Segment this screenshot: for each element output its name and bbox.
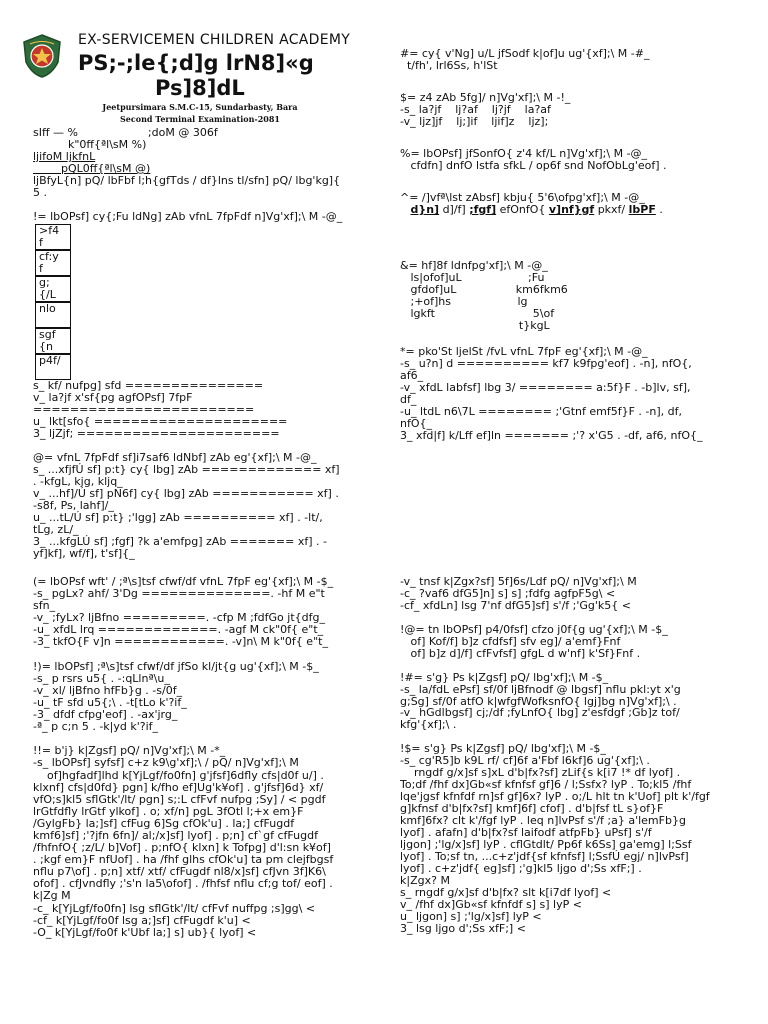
question-line: af6_	[400, 369, 424, 382]
question-line: -v_ xl/ ljBfno hfFb}g . -s/0f_	[33, 683, 183, 697]
question-line: !!= b'j} k|Zgsf] pQ/ n]Vg'xf];\ M -*_	[33, 744, 226, 758]
question-line: -O_ k[YjLgf/fo0f k'Ubf la;] s] ub}{ lyof] <	[33, 925, 257, 939]
question-line: -s_ la/fdL ePsf] sf/0f ljBfnodf @ lbgsf] nflu pkl:yt x'g	[400, 682, 681, 696]
question-line: !$= s'g} Ps k|Zgsf] pQ/ lbg'xf];\ M -$_	[400, 742, 606, 756]
spacer	[400, 172, 750, 192]
subject-line: ljifoM ljkfnL	[33, 150, 96, 163]
question-16-heading: ^= /]vfª\lst zAbsf] kbju{ 5'6\ofpg'xf];\ M -@_	[400, 191, 645, 204]
right-column-bottom	[400, 576, 750, 935]
question-line: (= lbOPsf wft' / ;ª\s]tsf cfwf/df vfnL 7fpF eg'{xf];\ M -$_	[33, 575, 334, 588]
word-option: g; {/L	[35, 276, 71, 302]
question-line: lyof] . c+z'jdf{ eg]sf] ;'g]kl5 ljgo d';Ss xfF;] .	[400, 861, 642, 875]
question-line	[33, 649, 373, 661]
exam-name: Second Terminal Examination-2081	[120, 114, 280, 124]
spacer	[400, 332, 750, 346]
question-line: -u_ xfdL lrq =============. -agf M ck"0f{ e"t_	[33, 623, 324, 637]
question-line: lyof] . To;sf tn, ...c+z'jdf{sf kfnfsf] l;SsfÚ egj/ n]lvPsf]	[400, 849, 689, 863]
question-line: -v_ ;fyLx? ljBfno =========. -cfp M ;fdfGo jt{dfg_	[33, 611, 325, 625]
plain-word: .	[655, 203, 663, 216]
question-line: -s_ la?jf lj?af lj?jf la?af	[400, 103, 551, 116]
full-marks-line: k"0ff{ªl\sM %)	[33, 138, 147, 151]
question-line: v_ ...hf]/Ú sf] pN6f] cy{ lbg] zAb =========== xf] .	[33, 487, 339, 500]
word-option: cf:y f	[35, 250, 71, 276]
question-line: -v_ xfdL labfsf] lbg 3/ ======== a:5f}F . -b]lv, sf],	[400, 381, 691, 394]
word-option: sgf {n	[35, 328, 71, 354]
question-13-heading: #= cy{ v'Ng] u/L jfSodf k|of]u ug'{xf];\ M -#_	[400, 47, 650, 60]
school-title-nepali: PS;-;le{;d]g lrN8]«g	[78, 51, 314, 75]
question-line: !)= lbOPsf] ;ª\s]tsf cfwf/df jfSo kl/jt{g ug'{xf];\ M -$_	[33, 659, 319, 673]
question-line: s_ rngdf g/x]sf d'b|fx? slt k[i7df lyof] <	[400, 885, 612, 899]
question-line: lrGtfdfly lrGtf ylkof] . o; xf/n] pgL 3fOtl l;+x em}F	[33, 804, 304, 818]
question-line: klxnf] cfs|d0fd} pgn] k/fho ef]Ug'k¥of] . g'jfsf]6d} xf/	[33, 780, 324, 794]
spacer	[400, 216, 750, 260]
right-column-top	[400, 48, 750, 442]
school-address: Jeetpursimara S.M.C-15, Sundarbasty, Bara	[102, 102, 298, 112]
question-line: ofof] . cfJvndfly ;'s'n la5\ofof] . /fhfsf nflu cf;g tof/ eof] .	[33, 877, 333, 891]
question-16-sentence	[400, 204, 750, 216]
question-line: v_ la?jf x'sf{pg agfOPsf] 7fpF	[33, 391, 193, 404]
left-column-bottom	[33, 576, 373, 939]
question-line: vfO;s]kl5 sflGtk'/lt/ pgn] s;:L cfFvf nufpg ;Sy] / < pgdf	[33, 792, 326, 806]
question-line: s_ ...xfjfÚ sf] p:t} cy{ lbg] zAb ============= xf]	[33, 463, 340, 476]
question-line: nfO{_	[400, 417, 433, 430]
question-line: 3_ ljZjf; ======================	[33, 427, 280, 440]
question-line: -u_ tF sfd u5{;\ . -t[tLo k'?if_	[33, 695, 187, 709]
question-line: g;Sg] sf/0f atfO k|wfgfWofksnfO{ lgj]bg n]Vg'xf];\ .	[400, 694, 677, 708]
question-line: lyof] . afafn] d'b|fx?sf laifodf atfpFb} uPsf] s'/f	[400, 826, 652, 840]
question-line: -s8f, Ps, lahf]/_	[33, 499, 114, 512]
question-line: t/fh', lrl6Ss, h'lSt	[400, 59, 498, 72]
question-17-heading: &= hf]8f ldnfpg'xf];\ M -@_	[400, 259, 548, 272]
question-line: k|Zg M	[33, 889, 71, 903]
match-row: ;+of]hs lg	[400, 295, 528, 308]
class-marks-line: sIff — % ;doM @ 306f	[33, 126, 218, 139]
question-line	[400, 660, 750, 672]
question-line: -c_ ?vaf6 dfG5]n] s] s] ;fdfg agfpF5g\ <	[400, 586, 616, 600]
question-line: -c_ k[YjLgf/fo0fn] lsg sflGtk'/lt/ cfFvf nuffpg ;s]gg\ <	[33, 901, 316, 915]
question-line: kmf]6fx? clt k'/fgf lyP . leq n]lvPsf s'/f ;a} a'lemFb}g	[400, 814, 686, 828]
question-line: -u_ ltdL n6\7L ======== ;'Gtnf emf5f}F . -n], df,	[400, 405, 682, 418]
question-line: ljgon] ;'lg/x]sf] lyP . cflGtdlt/ Pp6f k6Ss] ga'emg] l;Ssf	[400, 837, 692, 851]
match-row: ls|ofof]uL ;Fu	[400, 271, 545, 284]
question-line: yf]kf], wf/f], t'sf]{_	[33, 547, 135, 560]
word-option: nlo	[35, 302, 71, 328]
question-line: 3_ xfd|f] k/Lff ef]ln ======= ;'? x'G5 . -df, af6, nfO{_	[400, 429, 703, 442]
question-line: df_	[400, 393, 417, 406]
question-line: !@= tn lbOPsf] p4/0fsf] cfzo j0f{g ug'{xf];\ M -$_	[400, 622, 668, 636]
question-line: -cf_ xfdLn] lsg 7'nf dfG5]sf] s'/f ;'Gg'k5{ <	[400, 598, 631, 612]
school-title-nepali-2: Ps]8]dL	[155, 76, 245, 100]
question-line: 3_ lsg ljgo d';Ss xfF;] <	[400, 921, 526, 935]
question-line: -ª_ p c;n 5 . -k|yd k'?if_	[33, 720, 159, 734]
question-line: -3_ dfdf cfpg'eof] . -ax'jrg_	[33, 708, 178, 722]
question-line: kmf6]sf] ;'?jfn 6fn]/ al;/x]sf] lyof] . p;n] cf`gf cfFugdf	[33, 828, 318, 842]
underlined-word: lbPF	[628, 203, 656, 216]
match-row: t}kgL	[400, 319, 550, 332]
question-line: /GylgFb} la;]sf] cfFug 6]Sg cfOk'u] . la;] cfFugdf	[33, 816, 295, 830]
match-row: gfdof]uL km6fkm6	[400, 283, 568, 296]
question-line: sfn_	[33, 599, 56, 613]
question-line: /fhfnfO{ ;z/L/ b]Vof] . p;nfO{ klxn] k Tofpg] d'l:sn k¥of]	[33, 841, 331, 855]
question-line: u_ ...tL/Ú sf] p:t} ;'lgg] zAb ========== xf] . -lt/,	[33, 511, 323, 524]
plain-word: efOnfO{	[496, 203, 549, 216]
plain-word: d]/f]	[439, 203, 470, 216]
question-line: s_ kf/ nufpg] sfd ===============	[33, 379, 264, 392]
question-line: of] Kof/f] b]z cfdfsf] sfv eg]/ a'emf}Fnf	[400, 634, 621, 648]
question-line: tLg, zL/_	[33, 523, 79, 536]
spacer	[400, 128, 750, 148]
question-18-heading: *= pko'St ljelSt /fvL vfnL 7fpF eg'{xf];\ M -@_	[400, 345, 648, 358]
underlined-word: v]nf}gf	[548, 203, 595, 216]
question-line: -s_ u?n] d ========== kf7 k9fpg'eof] . -n], nfO{,	[400, 357, 692, 370]
underlined-word: ;fgf]	[469, 203, 497, 216]
question-line: of] b]z d]/f] cfFvfsf] gfgL d w'nf] k'Sf}Fnf .	[400, 646, 641, 660]
question-line: cfdfn] dnfO lstfa sfkL / op6f snd NofObLg'eof] .	[400, 159, 667, 172]
question-line: -s_ lbOPsf] syfsf] c+z k9\g'xf];\ / pQ/ n]Vg'xf];\ M	[33, 756, 299, 770]
plain-word: pkxf/	[594, 203, 629, 216]
question-line: k|Zgx? M	[400, 873, 450, 887]
question-line: !#= s'g} Ps k|Zgsf] pQ/ lbg'xf];\ M -$_	[400, 670, 609, 684]
left-column-top	[33, 127, 363, 560]
question-line: rngdf g/x]sf s]xL d'b|fx?sf] zLif{s k[i7 !* df lyof] .	[400, 766, 681, 780]
question-line: -s_ p rsrs u5{ . -:qLlnª\u_	[33, 671, 170, 685]
word-options-box	[35, 224, 71, 380]
question-1-heading: != lbOPsf] cy{;Fu ldNg] zAb vfnL 7fpFdf n]Vg'xf];\ M -@_	[33, 210, 343, 223]
question-14-heading: $= z4 zAb 5fg]/ n]Vg'xf];\ M -!_	[400, 91, 571, 104]
question-line: -v_ hGdlbgsf] cj;/df ;fyLnfO{ lbg] z'esfdgf ;Gb]z tof/	[400, 706, 680, 720]
question-line: -s_ pgLx? ahf/ 3'Dg ==============. -hf M e"t	[33, 587, 325, 601]
question-line: -3_ tkfO{F v]n ============. -v]n\ M k"0f{ e"t_	[33, 635, 328, 649]
question-line: 3_ ...kfgLÚ sf] ;fgf] ?k a'emfpg] zAb ======= xf] . -	[33, 535, 327, 548]
question-2-heading: @= vfnL 7fpFdf sf]i7saf6 ldNbf] zAb eg'{xf];\ M -@_	[33, 451, 317, 464]
question-line: lqe'jgsf kfnfdf rn]sf gf]6x? lyP . o;/L hlt tn k'Uof] plt k'/fgf	[400, 790, 710, 804]
underlined-word: d}n]	[410, 203, 440, 216]
school-name: EX-SERVICEMEN CHILDREN ACADEMY	[78, 32, 351, 48]
question-line: -v_ ljz]jf lj;]if ljif]z ljz];	[400, 115, 549, 128]
question-line: -cf_ k[YjLgf/fo0f lsg a;]sf] cfFugdf k'u] <	[33, 913, 251, 927]
question-line: kfg'{xf];\ .	[400, 718, 457, 732]
word-option: p4f/	[35, 354, 71, 380]
question-line: u_ ljgon] s] ;'lg/x]sf] lyP <	[400, 909, 542, 923]
question-line: of]hgfadf]lhd k[YjLgf/fo0fn] g'jfsf]6dfly cfs|d0f u/] .	[33, 768, 324, 782]
question-line: nflu p7\of] . p;n] xtf/ xtf/ cfFugdf nl8/x]sf] cfJvn 3f]K6\	[33, 865, 326, 879]
question-line: ========================	[33, 403, 255, 416]
spacer	[400, 72, 750, 92]
word-option: >f4 f	[35, 224, 71, 250]
instructions-line-2: 5 .	[33, 186, 47, 199]
instructions-line: ljBfyL{n] pQ/ lbFbf l;h{gfTds / df}lns tl/sfn] pQ/ lbg'kg]{	[33, 174, 341, 187]
question-line: g]kfnsf d'b|fx?sf] kmf]6f] cfof] . d'b|fsf tL s}of}F	[400, 802, 664, 816]
match-row: lgkft 5\of	[400, 307, 555, 320]
question-line: -v_ tnsf k|Zgx?sf] 5f]6s/Ldf pQ/ n]Vg'xf];\ M	[400, 575, 637, 588]
question-line: v_ /fhf dx]Gb«sf kfnfdf s] s] lyP <	[400, 897, 582, 911]
question-line: . -kfgL, kjg, kljq_	[33, 475, 123, 488]
question-line: . ;kgf em}F nfUof] . ha /fhf glhs cfOk'u] ta pm clejfbgsf	[33, 853, 334, 867]
academy-emblem-icon	[22, 34, 62, 78]
question-line: -s_ cg'R5]b k9L rf/ cf]6f a'Fbf l6kf]6 ug'{xf];\ .	[400, 754, 650, 768]
question-line: u_ lkt[sfo{ =====================	[33, 415, 288, 428]
question-15-heading: %= lbOPsf] jfSonfO{ z'4 kf/L n]Vg'xf];\ M -@_	[400, 147, 648, 160]
pass-marks-line: pQL0ff{ªl\sM @)	[33, 162, 151, 175]
question-line: To;df /fhf dx]Gb«sf kfnfsf gf]6 / l;Ssfx? lyP . To;kl5 /fhf	[400, 778, 692, 792]
